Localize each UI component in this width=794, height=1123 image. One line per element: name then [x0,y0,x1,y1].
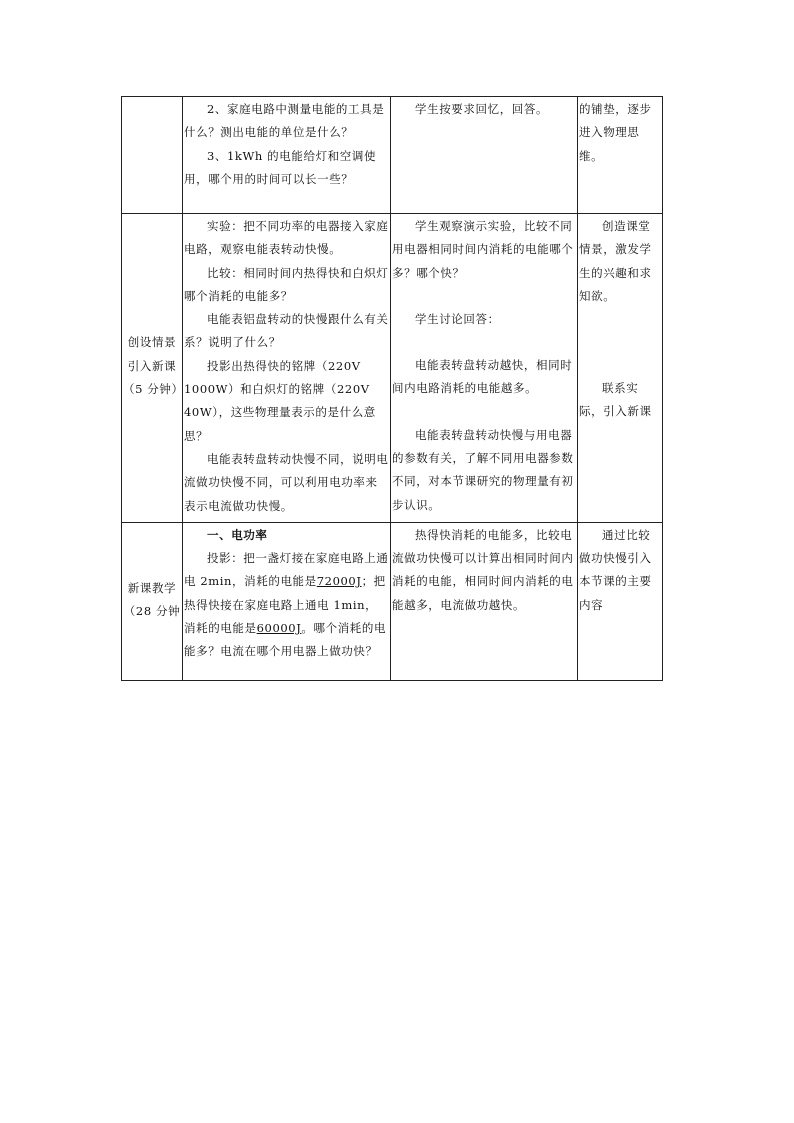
teacher-text: 投影出热得快的铭牌（220V 1000W）和白炽灯的铭牌（220V 40W），这些物理量表示的是什么意思？ [184,358,376,443]
design-text: 联系实际，引入新课 [579,381,652,419]
lesson-plan-table [121,96,663,681]
design-intent-cell [578,214,663,523]
student-text: 电能表转盘转动越快，相同时间内电路消耗的电能越多。 [392,358,573,396]
design-intent-cell [578,522,663,680]
table-row [122,97,663,214]
stage-cell: 创设情景引入新课（5 分钟） [122,214,183,523]
stage-cell: 新课教学（28 分钟 [122,522,183,680]
design-intent-cell [578,97,663,214]
table-row [122,214,663,523]
student-text: 热得快消耗的电能多，比较电流做功快慢可以计算出相同时间内消耗的电能，相同时间内消耗的电能越多，电流做功越快。 [392,527,574,612]
student-text: 电能表转盘转动快慢与用电器的参数有关，了解不同用电器参数不同，对本节课研究的物理量有初步认识。 [392,427,574,512]
student-activity-cell [391,214,578,523]
student-text: 学生按要求回忆，回答。 [415,102,549,116]
design-text: 创造课堂情景，激发学生的兴趣和求知欲。 [579,219,652,303]
teacher-text: 电能表转盘转动快慢不同，说明电流做功快慢不同，可以利用电功率来表示电流做功快慢。 [184,451,389,513]
teacher-text: 实验：把不同功率的电器接入家庭电路，观察电能表转动快慢。 [184,219,389,257]
teacher-activity-cell [183,97,391,214]
section-heading: 一、电功率 [207,527,268,542]
teacher-text: 比较：相同时间内热得快和白炽灯哪个消耗的电能多？ [184,265,389,303]
table-row [122,522,663,680]
design-text: 的铺垫，逐步进入物理思维。 [579,102,652,163]
teacher-text: 电能表铝盘转动的快慢跟什么有关系？说明了什么？ [184,312,389,350]
energy-value-heater: 60000J [256,621,302,636]
energy-value-lamp: 72000J [316,574,362,589]
teacher-text: 3、1kWh 的电能给灯和空调使用，哪个用的时间可以长一些？ [184,148,377,186]
student-activity-cell [391,97,578,214]
student-text: 学生观察演示实验，比较不同用电器相同时间内消耗的电能哪个多？哪个快？ [392,219,574,280]
design-text: 通过比较做功快慢引入本节课的主要内容 [579,527,652,612]
teacher-activity-cell [183,214,391,523]
teacher-text: 2、家庭电路中测量电能的工具是什么？测出电能的单位是什么？ [184,102,385,140]
student-activity-cell [391,522,578,680]
teacher-text: 投影：把一盏灯接在家庭电路上通电 2min，消耗的电能是72000J；把热得快接在家庭电路上通电 1min，消耗的电能是60000J。哪个消耗的电能多？电流在哪个用电器上做功快？ [184,551,389,659]
student-text: 学生讨论回答： [415,311,500,326]
stage-cell [122,97,183,214]
teacher-activity-cell [183,522,391,680]
